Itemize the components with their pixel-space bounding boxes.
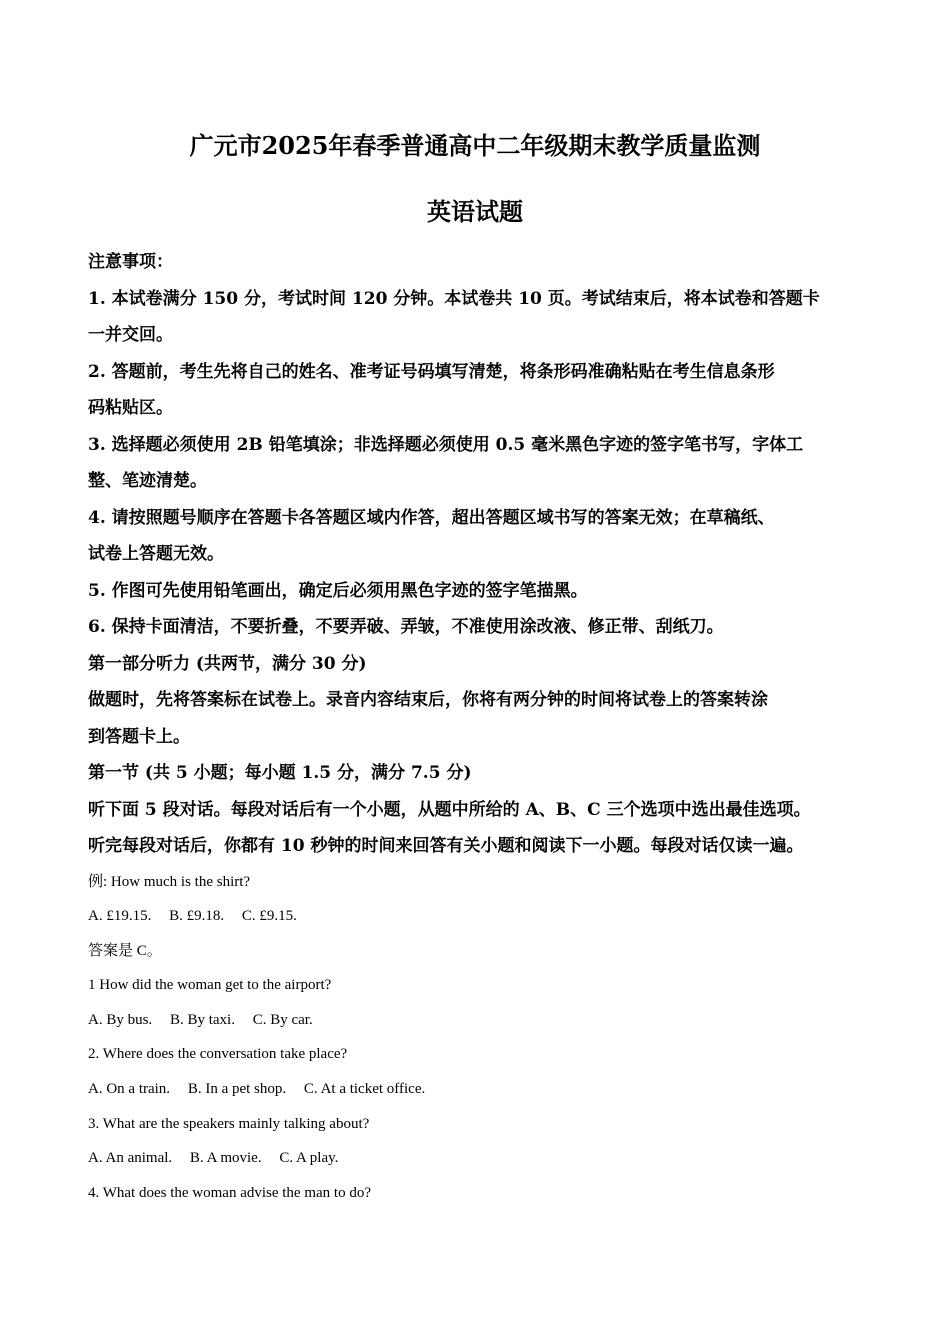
option: C. At a ticket office. <box>303 1081 426 1098</box>
option: C. £9.15. <box>241 908 297 925</box>
question-text: 4. What does the woman advise the man to do? <box>88 1184 371 1201</box>
option: A. £19.15. <box>88 908 152 925</box>
question-options <box>88 1072 888 1107</box>
notice-line: 4. 请按照题号顺序在答题卡各答题区域内作答，超出答题区域书写的答案无效；在草稿纸、 <box>88 507 775 528</box>
notice-line: 试卷上答题无效。 <box>88 544 224 564</box>
option: C. A play. <box>279 1150 339 1167</box>
question-text: 1 How did the woman get to the airport? <box>88 977 332 994</box>
notice-line: 5. 作图可先使用铅笔画出，确定后必须用黑色字迹的签字笔描黑。 <box>88 580 588 601</box>
question-text: 2. Where does the conversation take place? <box>88 1046 348 1063</box>
document-title: 广元市2025年春季普通高中二年级期末教学质量监测 <box>189 131 761 160</box>
option: C. By car. <box>252 1011 313 1028</box>
example-answer: 答案是 C。 <box>88 942 162 959</box>
section1-heading: 第一节 (共 5 小题；每小题 1.5 分，满分 7.5 分) <box>88 763 472 783</box>
option: A. An animal. <box>88 1150 173 1167</box>
notice-heading: 注意事项： <box>88 252 173 272</box>
question-options <box>88 1141 888 1176</box>
example-options <box>88 899 888 934</box>
question-options <box>88 1003 888 1038</box>
question-text: 3. What are the speakers mainly talking about? <box>88 1115 370 1132</box>
notice-line: 码粘贴区。 <box>88 398 173 418</box>
document-subtitle: 英语试题 <box>427 197 523 226</box>
part1-heading: 第一部分听力 (共两节，满分 30 分) <box>88 653 367 674</box>
option: B. A movie. <box>189 1150 262 1167</box>
example-question: 例: How much is the shirt? <box>88 873 251 890</box>
notice-line: 6. 保持卡面清洁，不要折叠，不要弄破、弄皱，不准使用涂改液、修正带、刮纸刀。 <box>88 617 724 637</box>
option: B. In a pet shop. <box>187 1081 287 1098</box>
option: B. £9.18. <box>169 908 225 925</box>
option: A. On a train. <box>88 1081 171 1098</box>
part1-instruction: 到答题卡上。 <box>88 726 190 747</box>
notice-line: 2. 答题前，考生先将自己的姓名、准考证号码填写清楚，将条形码准确粘贴在考生信息条形 <box>88 361 775 382</box>
notice-line: 一并交回。 <box>88 325 173 345</box>
notice-line: 整、笔迹清楚。 <box>88 471 207 491</box>
section1-instruction: 听下面 5 段对话。每段对话后有一个小题，从题中所给的 A、B、C 三个选项中选出最佳选项。 <box>88 799 811 820</box>
exam-content <box>88 244 888 1210</box>
option: B. By taxi. <box>169 1011 235 1028</box>
option: A. By bus. <box>88 1011 153 1028</box>
notice-line: 1. 本试卷满分 150 分，考试时间 120 分钟。本试卷共 10 页。考试结束后，将本试卷和答题卡 <box>88 288 820 309</box>
section1-instruction: 听完每段对话后，你都有 10 秒钟的时间来回答有关小题和阅读下一小题。每段对话仅读一遍。 <box>88 836 804 856</box>
notice-line: 3. 选择题必须使用 2B 铅笔填涂；非选择题必须使用 0.5 毫米黑色字迹的签字笔书写，字体工 <box>88 434 804 455</box>
part1-instruction: 做题时，先将答案标在试卷上。录音内容结束后，你将有两分钟的时间将试卷上的答案转涂 <box>88 690 768 710</box>
